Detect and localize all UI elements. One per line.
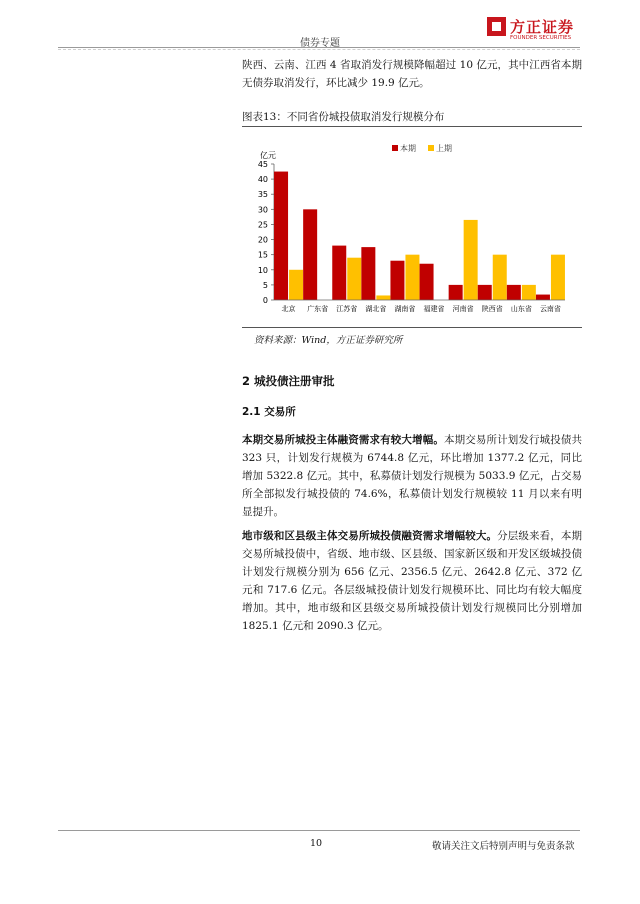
paragraph-lead: 地市级和区县级主体交易所城投债融资需求增幅较大。	[242, 530, 498, 542]
x-tick-label: 湖北省	[365, 305, 387, 313]
bar-current	[274, 172, 288, 300]
y-tick-label: 30	[257, 205, 268, 215]
footer-disclaimer: 敬请关注文后特别声明与免责条款	[432, 841, 575, 852]
bar-previous	[289, 270, 303, 300]
bar-current	[361, 247, 375, 300]
bar-current	[420, 264, 434, 300]
y-tick-label: 20	[257, 235, 268, 245]
figure-title: 图表13：不同省份城投债取消发行规模分布	[242, 111, 445, 123]
chart-legend	[392, 143, 452, 153]
subsection-heading: 2.1 交易所	[242, 406, 296, 418]
bar-chart	[242, 134, 582, 324]
legend-swatch	[392, 145, 398, 151]
bar-current	[390, 261, 404, 300]
bar-current	[332, 246, 346, 300]
bar-current	[536, 295, 550, 300]
bar-previous	[405, 255, 419, 300]
logo-text-cn: 方正证券	[510, 18, 575, 36]
intro-paragraph: 陕西、云南、江西 4 省取消发行规模降幅超过 10 亿元，其中江西省本期无债券取消发行，环比减少 19.9 亿元。	[242, 59, 582, 89]
y-tick-label: 35	[257, 190, 268, 200]
paragraph-body: 分层级来看，本期交易所城投债中，省级、地市级、区县级、国家新区级和开发区级城投债计划发行规模分别为 656 亿元、2356.5 亿元、2642.8 亿元、372 亿元和 717.6 亿元。各层级城投债计划发行规模环比、同比均有较大幅度增加。其中，地市级和区县级交易所城投债计划发行规模同比分别增加 1825.1 亿元和 2090.3 亿元。	[242, 530, 583, 632]
bar-current	[507, 285, 521, 300]
legend-label: 上期	[436, 144, 452, 153]
legend-swatch	[428, 145, 434, 151]
x-tick-label: 福建省	[423, 305, 445, 313]
bar-previous	[522, 285, 536, 300]
logo-mark-icon	[487, 17, 506, 36]
y-tick-label: 5	[262, 280, 268, 290]
x-tick-label: 广东省	[307, 305, 329, 313]
header-divider-dashed	[58, 49, 580, 50]
header-divider	[58, 47, 580, 48]
x-axis	[274, 300, 565, 313]
x-tick-label: 陕西省	[481, 305, 503, 313]
footer-divider	[58, 830, 580, 831]
logo-text-en: FOUNDER SECURITIES	[510, 35, 572, 41]
figure-bottom-rule	[242, 327, 582, 328]
figure-top-rule	[242, 126, 582, 127]
bar-previous	[464, 220, 478, 300]
bar-current	[303, 209, 317, 300]
bar-current	[478, 285, 492, 300]
bar-previous	[493, 255, 507, 300]
company-logo	[487, 16, 587, 48]
paragraph-level-demand	[242, 527, 582, 635]
x-tick-label: 山东省	[510, 305, 532, 313]
paragraph-lead: 本期交易所城投主体融资需求有较大增幅。	[242, 434, 444, 446]
page-number: 10	[310, 838, 323, 849]
bar-previous	[347, 258, 361, 300]
y-axis-label: 亿元	[260, 151, 276, 160]
y-tick-label: 0	[262, 296, 268, 305]
y-tick-label: 10	[257, 265, 268, 275]
x-tick-label: 湖南省	[394, 305, 416, 313]
bar-previous	[376, 295, 390, 300]
bar-current	[449, 285, 463, 300]
paragraph-exchange-demand	[242, 431, 582, 521]
y-tick-label: 25	[257, 220, 268, 230]
legend-label: 本期	[400, 144, 416, 153]
x-tick-label: 河南省	[452, 305, 474, 313]
header-title: 债券专题	[300, 38, 340, 49]
y-tick-label: 40	[257, 175, 268, 185]
y-axis	[258, 160, 274, 305]
section-heading: 2 城投债注册审批	[242, 374, 335, 388]
bar-previous	[551, 255, 565, 300]
x-tick-label: 北京	[281, 305, 296, 313]
y-tick-label: 45	[257, 160, 268, 169]
paragraph-body: 本期交易所计划发行城投债共 323 只，计划发行规模为 6744.8 亿元，环比增加 1377.2 亿元，同比增加 5322.8 亿元。其中，私募债计划发行规模为 5033.9 亿元，占交易所全部拟发行城投债的 74.6%，私募债计划发行规模较 11 月以来有明显提升。	[242, 434, 583, 518]
x-tick-label: 江苏省	[336, 305, 358, 313]
figure-source: 资料来源：Wind，方正证券研究所	[254, 335, 403, 346]
chart-bars	[274, 172, 565, 300]
y-tick-label: 15	[257, 250, 268, 260]
x-tick-label: 云南省	[539, 305, 561, 313]
